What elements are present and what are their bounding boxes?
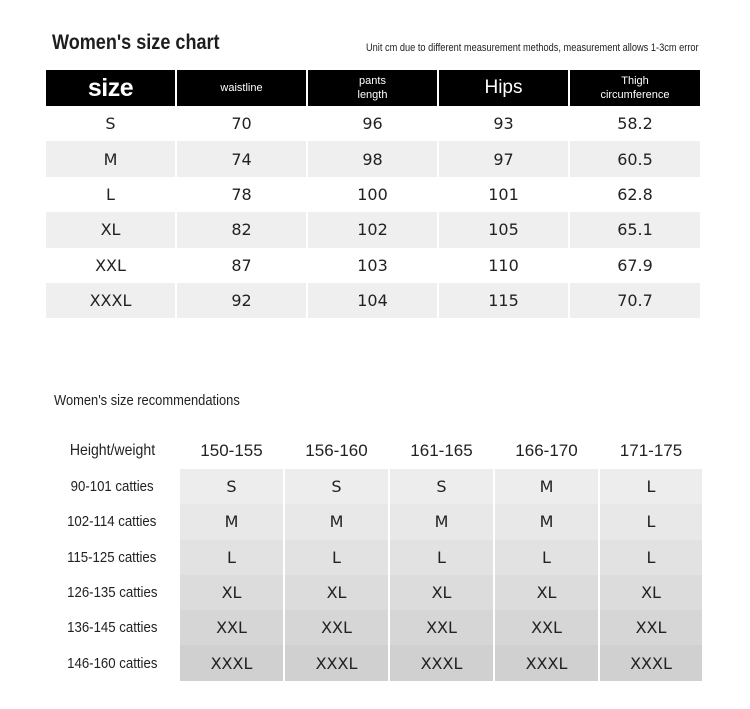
recommended-size-cell: L	[285, 540, 388, 575]
table-row	[46, 610, 702, 645]
header-height-range: 150-155	[180, 433, 283, 469]
weight-range-label: 90-101 catties	[46, 469, 178, 504]
header-pants-line2: length	[357, 89, 388, 101]
recommended-size-cell: M	[495, 469, 598, 504]
measurement-cell: 104	[308, 283, 437, 318]
recommended-size-cell: M	[285, 504, 388, 539]
weight-range-label: 136-145 catties	[46, 610, 178, 645]
recommended-size-cell: XXXL	[495, 645, 598, 680]
table-row	[46, 212, 702, 247]
measurement-cell: 62.8	[617, 184, 653, 204]
weight-range-label: 146-160 catties	[46, 645, 178, 680]
measurement-cell: 103	[357, 255, 388, 275]
table-row	[46, 283, 702, 318]
table-row	[46, 106, 702, 141]
table-row	[46, 177, 702, 212]
measurement-cell: 115	[439, 283, 568, 318]
header-height-range: 161-165	[390, 433, 493, 469]
size-cell: XL	[46, 212, 175, 247]
header-height-range: 171-175	[600, 433, 702, 469]
recommended-size-cell: XXXL	[180, 645, 283, 680]
recommended-size-cell: L	[495, 540, 598, 575]
recommended-size-cell: XL	[495, 575, 598, 610]
recommendations-title: Women's size recommendations	[54, 392, 240, 409]
table-row	[46, 504, 702, 539]
header-hips: Hips	[439, 70, 568, 106]
header-height-range: 166-170	[495, 433, 598, 469]
measurement-cell: 93	[493, 114, 514, 134]
measurement-cell: 96	[362, 114, 383, 134]
header-height-weight: Height/weight	[46, 433, 178, 469]
header-height-range: 156-160	[285, 433, 388, 469]
header-size: size	[46, 70, 175, 106]
table-row	[46, 540, 702, 575]
measurement-cell: 65.1	[570, 212, 700, 247]
size-recommendation-table	[46, 433, 702, 681]
recommended-size-cell: L	[600, 540, 702, 575]
measurement-cell: 67.9	[617, 255, 653, 275]
table-row	[46, 141, 702, 176]
recommended-size-cell: XXL	[285, 610, 388, 645]
measurement-cell: 110	[488, 255, 519, 275]
recommended-size-cell: L	[600, 504, 702, 539]
table-row	[46, 469, 702, 504]
recommended-size-cell: M	[390, 504, 493, 539]
size-cell: L	[106, 184, 115, 204]
measurement-cell: 82	[177, 212, 306, 247]
header-waistline: waistline	[177, 70, 306, 106]
recommended-size-cell: L	[180, 540, 283, 575]
recommended-size-cell: XL	[285, 575, 388, 610]
recommended-size-cell: M	[495, 504, 598, 539]
recommended-size-cell: XXL	[600, 610, 702, 645]
measurement-cell: 74	[177, 141, 306, 176]
recommended-size-cell: L	[600, 469, 702, 504]
recommended-size-cell: XXL	[495, 610, 598, 645]
measurement-note: Unit cm due to different measurement methods, measurement allows 1-3cm error	[366, 42, 699, 54]
table-row	[46, 645, 702, 680]
measurement-cell: 58.2	[617, 114, 653, 134]
size-cell: XXL	[95, 255, 126, 275]
recommended-size-cell: XXXL	[285, 645, 388, 680]
measurement-cell: 105	[439, 212, 568, 247]
measurement-cell: 97	[439, 141, 568, 176]
recommended-size-cell: XXL	[390, 610, 493, 645]
size-cell: M	[46, 141, 175, 176]
measurement-cell: 87	[231, 255, 252, 275]
measurement-cell: 70.7	[570, 283, 700, 318]
size-chart-title: Women's size chart	[52, 31, 220, 54]
measurement-cell: 102	[308, 212, 437, 247]
measurement-cell: 98	[308, 141, 437, 176]
recommended-size-cell: XL	[600, 575, 702, 610]
recommended-size-cell: XXXL	[600, 645, 702, 680]
header-thigh-circumference	[570, 70, 700, 106]
recommended-size-cell: XL	[390, 575, 493, 610]
recommended-size-cell: S	[390, 469, 493, 504]
measurement-cell: 92	[177, 283, 306, 318]
weight-range-label: 102-114 catties	[46, 504, 178, 539]
table-row	[46, 248, 702, 283]
recommendation-header-row	[46, 433, 702, 469]
measurement-cell: 100	[357, 184, 388, 204]
size-cell: XXXL	[46, 283, 175, 318]
weight-range-label: 126-135 catties	[46, 575, 178, 610]
header-pants-line1: pants	[359, 75, 386, 87]
recommended-size-cell: M	[180, 504, 283, 539]
recommended-size-cell: S	[180, 469, 283, 504]
measurement-cell: 101	[488, 184, 519, 204]
recommended-size-cell: S	[285, 469, 388, 504]
measurement-cell: 70	[231, 114, 252, 134]
recommended-size-cell: XL	[180, 575, 283, 610]
recommended-size-cell: XXXL	[390, 645, 493, 680]
header-pants-length	[308, 70, 437, 106]
size-cell: S	[105, 114, 116, 134]
measurement-cell: 60.5	[570, 141, 700, 176]
recommended-size-cell: XXL	[180, 610, 283, 645]
recommended-size-cell: L	[390, 540, 493, 575]
table-row	[46, 575, 702, 610]
size-chart-table	[46, 70, 702, 318]
header-thigh-line1: Thigh	[621, 75, 649, 87]
measurement-cell: 78	[231, 184, 252, 204]
header-thigh-line2: circumference	[600, 89, 670, 101]
size-chart-header-row	[46, 70, 702, 106]
weight-range-label: 115-125 catties	[46, 540, 178, 575]
